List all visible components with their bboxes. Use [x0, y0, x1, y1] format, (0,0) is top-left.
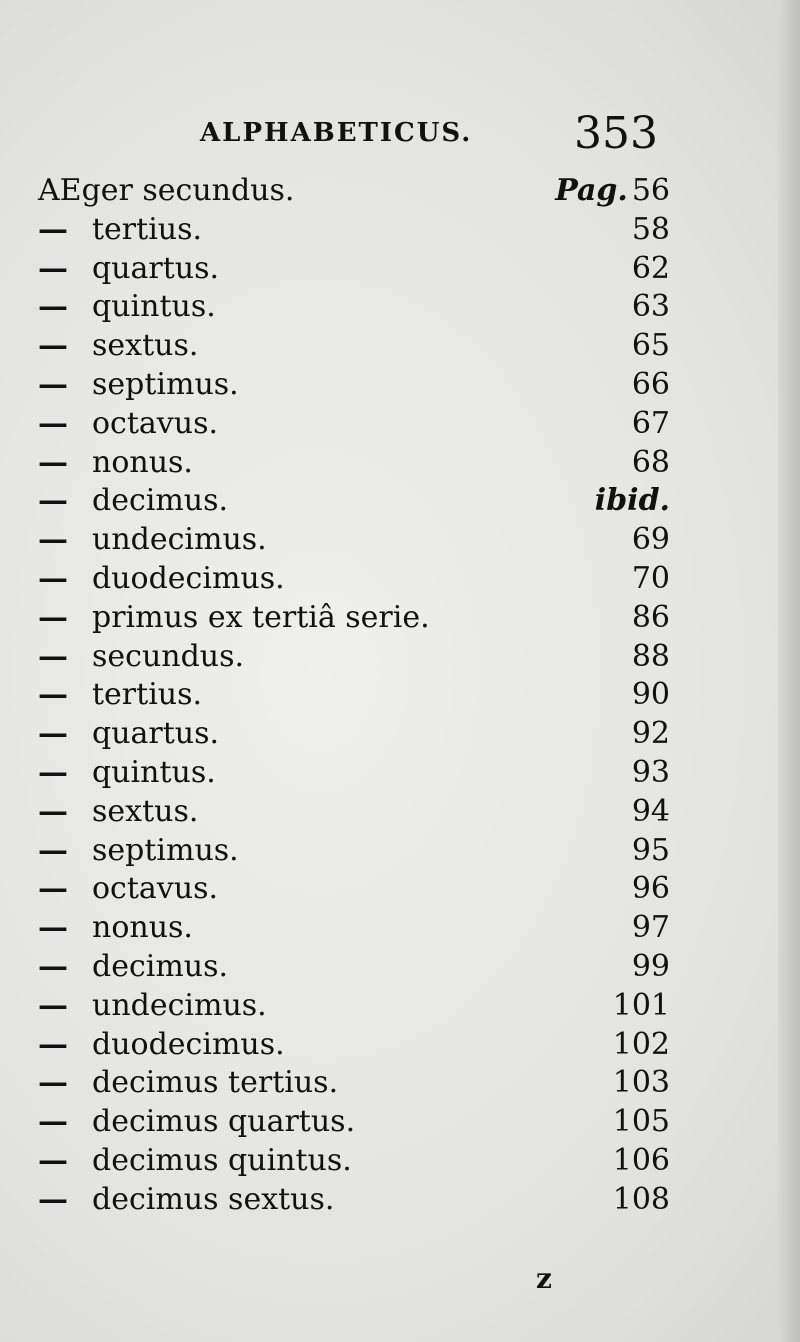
entry-page-ref: [632, 288, 670, 326]
entry-term: decimus sextus.: [92, 1181, 335, 1217]
entry-term: tertius.: [92, 211, 203, 247]
page-ref-value: 90: [631, 677, 670, 713]
entry-dash: —: [38, 289, 68, 325]
entry-dash: —: [38, 1181, 68, 1217]
entry-term: nonus.: [92, 444, 193, 480]
entry-dash: —: [38, 638, 68, 674]
entry-term: sextus.: [92, 793, 199, 829]
entry-term: quartus.: [92, 716, 220, 752]
index-entry: [38, 1142, 670, 1181]
entry-term: nonus.: [92, 910, 193, 946]
entry-dash: —: [38, 948, 68, 984]
entry-page-ref: [632, 366, 670, 404]
index-entry: [38, 172, 670, 211]
page-ref-value: 62: [631, 250, 670, 286]
entry-page-ref: [632, 832, 670, 870]
entry-term: quintus.: [92, 289, 216, 325]
signature-mark: z: [536, 1262, 552, 1295]
entry-page-ref: [595, 482, 670, 520]
entry-dash: —: [38, 832, 68, 868]
entry-page-ref: [632, 793, 670, 831]
entry-dash: —: [38, 483, 68, 519]
entry-dash: —: [38, 405, 68, 441]
index-entry: [38, 1026, 670, 1065]
entry-dash: —: [38, 1065, 68, 1101]
entry-dash: —: [38, 444, 68, 480]
page-ref-value: ibid.: [594, 483, 670, 519]
entry-term: sextus.: [92, 328, 199, 364]
page-ref-value: 103: [612, 1065, 670, 1101]
entry-dash: —: [38, 560, 68, 596]
entry-term: primus ex tertiâ serie.: [92, 599, 430, 635]
page-ref-value: 106: [612, 1142, 670, 1178]
entry-page-ref: [613, 987, 670, 1025]
entry-page-ref: [632, 638, 670, 676]
entry-term: octavus.: [92, 405, 219, 441]
entry-dash: —: [38, 250, 68, 286]
entry-term: decimus quintus.: [92, 1142, 352, 1178]
entry-dash: —: [38, 754, 68, 790]
entry-dash: —: [38, 599, 68, 635]
page-ref-value: 99: [631, 948, 670, 984]
entry-page-ref: [632, 909, 670, 947]
entry-dash: —: [38, 328, 68, 364]
page-ref-value: 56: [631, 173, 670, 208]
index-entry: [38, 211, 670, 250]
index-entry: [38, 948, 670, 987]
page-edge: [778, 0, 800, 1342]
page-ref-value: 86: [631, 599, 670, 635]
index-entry: [38, 909, 670, 948]
entry-page-ref: [632, 521, 670, 559]
index-entry: [38, 638, 670, 677]
entry-term: quartus.: [92, 250, 220, 286]
entry-dash: —: [38, 1142, 68, 1178]
index-entry: [38, 521, 670, 560]
entry-term: decimus quartus.: [92, 1104, 356, 1140]
entry-page-ref: [632, 599, 670, 637]
index-entry: [38, 560, 670, 599]
entry-term: tertius.: [92, 677, 203, 713]
index-entry: [38, 327, 670, 366]
page-ref-value: 96: [631, 871, 670, 907]
page-ref-value: 69: [631, 522, 670, 558]
entry-page-ref: [613, 1064, 670, 1102]
page-ref-value: 102: [612, 1026, 670, 1062]
index-entry: [38, 715, 670, 754]
index-entry: [38, 1181, 670, 1220]
index-entry: [38, 870, 670, 909]
entry-dash: —: [38, 871, 68, 907]
index-entry: [38, 793, 670, 832]
index-entry: [38, 250, 670, 289]
entry-page-ref: [632, 211, 670, 249]
page-ref-value: 70: [631, 560, 670, 596]
entry-page-ref: [555, 172, 670, 210]
entry-term: duodecimus.: [92, 1026, 285, 1062]
entry-term: septimus.: [92, 832, 239, 868]
page-ref-value: 94: [631, 793, 670, 829]
entry-term: octavus.: [92, 871, 219, 907]
entry-page-ref: [613, 1142, 670, 1180]
index-entry: [38, 1103, 670, 1142]
entry-page-ref: [632, 444, 670, 482]
entry-page-ref: [632, 560, 670, 598]
index-entry: [38, 754, 670, 793]
entry-term: septimus.: [92, 366, 239, 402]
index-entry: [38, 366, 670, 405]
page-ref-value: 97: [631, 910, 670, 946]
page-ref-value: 67: [631, 405, 670, 441]
page-header: [200, 108, 670, 168]
entry-page-ref: [632, 948, 670, 986]
entry-page-ref: [613, 1181, 670, 1219]
index-entry: [38, 832, 670, 871]
index-entry: [38, 1064, 670, 1103]
page-ref-value: 101: [612, 987, 670, 1023]
entry-term: decimus.: [92, 483, 229, 519]
entry-dash: —: [38, 1104, 68, 1140]
page-ref-value: 108: [612, 1181, 670, 1217]
entry-page-ref: [632, 870, 670, 908]
page-ref-value: 105: [612, 1104, 670, 1140]
entry-term: quintus.: [92, 754, 216, 790]
page-ref-value: 68: [631, 444, 670, 480]
entry-term: undecimus.: [92, 987, 267, 1023]
entry-page-ref: [632, 250, 670, 288]
entry-term: AEger secundus.: [38, 173, 295, 208]
entry-term: secundus.: [92, 638, 245, 674]
entry-page-ref: [632, 715, 670, 753]
entry-term: duodecimus.: [92, 560, 285, 596]
page-ref-value: 92: [631, 716, 670, 752]
index-entry: [38, 987, 670, 1026]
page-ref-value: 95: [631, 832, 670, 868]
entry-dash: —: [38, 716, 68, 752]
entry-page-ref: [613, 1026, 670, 1064]
entry-dash: —: [38, 987, 68, 1023]
page-ref-value: 65: [631, 328, 670, 364]
entry-term: decimus.: [92, 948, 229, 984]
page-ref-value: 66: [631, 366, 670, 402]
entry-dash: —: [38, 1026, 68, 1062]
entry-page-ref: [632, 405, 670, 443]
index-entry: [38, 405, 670, 444]
index-entry: [38, 676, 670, 715]
index-entry: [38, 599, 670, 638]
page-ref-value: 58: [631, 211, 670, 247]
index-entry: [38, 444, 670, 483]
entry-page-ref: [632, 754, 670, 792]
index-entry: [38, 288, 670, 327]
entry-page-ref: [613, 1103, 670, 1141]
page-ref-value: 88: [631, 638, 670, 674]
index-list: [38, 172, 670, 1220]
page-number: 353: [574, 108, 658, 159]
entry-dash: —: [38, 211, 68, 247]
page-ref-value: 93: [631, 754, 670, 790]
entry-dash: —: [38, 366, 68, 402]
entry-term: decimus tertius.: [92, 1065, 339, 1101]
entry-page-ref: [632, 327, 670, 365]
entry-term: undecimus.: [92, 522, 267, 558]
entry-dash: —: [38, 793, 68, 829]
index-entry: [38, 482, 670, 521]
running-title: ALPHABETICUS.: [200, 118, 473, 148]
pag-label: Pag.: [555, 173, 628, 208]
entry-dash: —: [38, 910, 68, 946]
entry-dash: —: [38, 522, 68, 558]
entry-page-ref: [632, 676, 670, 714]
entry-dash: —: [38, 677, 68, 713]
page-ref-value: 63: [631, 289, 670, 325]
